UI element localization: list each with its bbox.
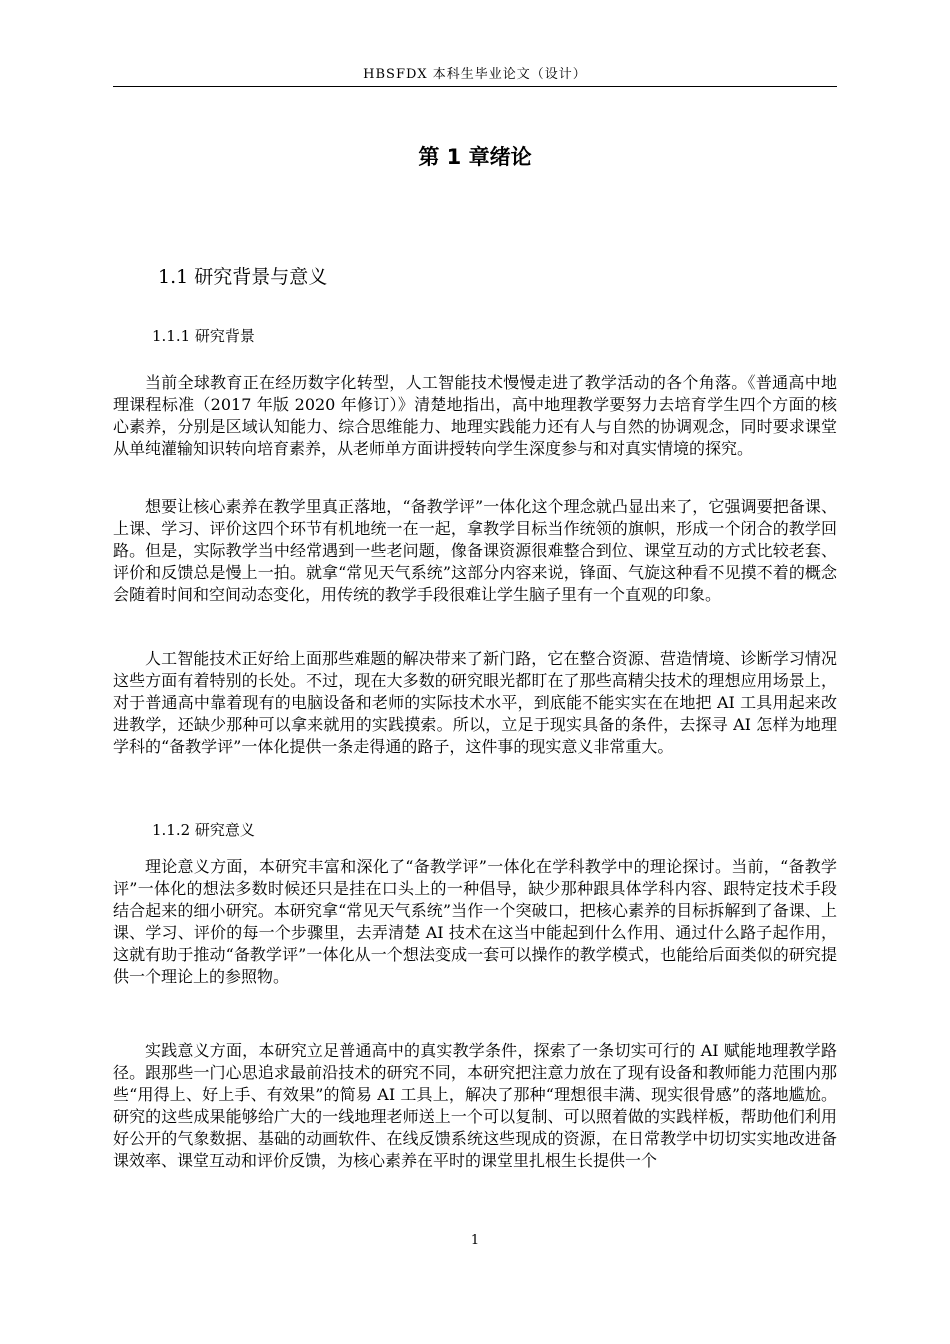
subsection-heading-significance: 1.1.2 研究意义 [152,821,255,839]
paragraph: 理论意义方面，本研究丰富和深化了“备教学评”一体化在学科教学中的理论探讨。当前，“备教学评”一体化的想法多数时候还只是挂在口头上的一种倡导，缺少那种跟具体学科内容、跟特定技术手段结合起来的细小研究。本研究拿“常见天气系统”当作一个突破口，把核心素养的目标拆解到了备课、上课、学习、评价的每一个步骤里，去弄清楚 AI 技术在这当中能起到什么作用、通过什么路子起作用，这就有助于推动“备教学评”一体化从一个想法变成一套可以操作的教学模式，也能给后面类似的研究提供一个理论上的参照物。 [113,857,837,986]
paragraph: 想要让核心素养在教学里真正落地，“备教学评”一体化这个理念就凸显出来了，它强调要把备课、上课、学习、评价这四个环节有机地统一在一起，拿教学目标当作统领的旗帜，形成一个闭合的教学回路。但是，实际教学当中经常遇到一些老问题，像备课资源很难整合到位、课堂互动的方式比较老套、评价和反馈总是慢上一拍。就拿“常见天气系统”这部分内容来说，锋面、气旋这种看不见摸不着的概念会随着时间和空间动态变化，用传统的教学手段很难让学生脑子里有一个直观的印象。 [113,497,837,604]
section-heading: 1.1 研究背景与意义 [158,266,328,288]
chapter-title: 第 1 章绪论 [418,145,532,169]
page-number: 1 [470,1233,480,1248]
paragraph: 当前全球教育正在经历数字化转型，人工智能技术慢慢走进了教学活动的各个角落。《普通高中地理课程标准（2017 年版 2020 年修订）》清楚地指出，高中地理教学要努力去培育学生四个方面的核心素养，分别是区域认知能力、综合思维能力、地理实践能力还有人与自然的协调观念，同时要求课堂从单纯灌输知识转向培育素养，从老师单方面讲授转向学生深度参与和对真实情境的探究。 [113,373,837,458]
header-divider [113,86,837,87]
subsection-heading-background: 1.1.1 研究背景 [152,327,255,345]
running-header: HBSFDX 本科生毕业论文（设计） [363,67,587,82]
paragraph: 人工智能技术正好给上面那些难题的解决带来了新门路，它在整合资源、营造情境、诊断学习情况这些方面有着特别的长处。不过，现在大多数的研究眼光都盯在了那些高精尖技术的理想应用场景上，对于普通高中靠着现有的电脑设备和老师的实际技术水平，到底能不能实实在在地把 AI 工具用起来改进教学，还缺少那种可以拿来就用的实践摸索。所以，立足于现实具备的条件，去探寻 AI 怎样为地理学科的“备教学评”一体化提供一条走得通的路子，这件事的现实意义非常重大。 [113,649,837,756]
paragraph: 实践意义方面，本研究立足普通高中的真实教学条件，探索了一条切实可行的 AI 赋能地理教学路径。跟那些一门心思追求最前沿技术的研究不同，本研究把注意力放在了现有设备和教师能力范围内那些“用得上、好上手、有效果”的简易 AI 工具上，解决了那种“理想很丰满、现实很骨感”的落地尴尬。研究的这些成果能够给广大的一线地理老师送上一个可以复制、可以照着做的实践样板，帮助他们利用好公开的气象数据、基础的动画软件、在线反馈系统这些现成的资源，在日常教学中切切实实地改进备课效率、课堂互动和评价反馈，为核心素养在平时的课堂里扎根生长提供一个 [113,1041,837,1170]
